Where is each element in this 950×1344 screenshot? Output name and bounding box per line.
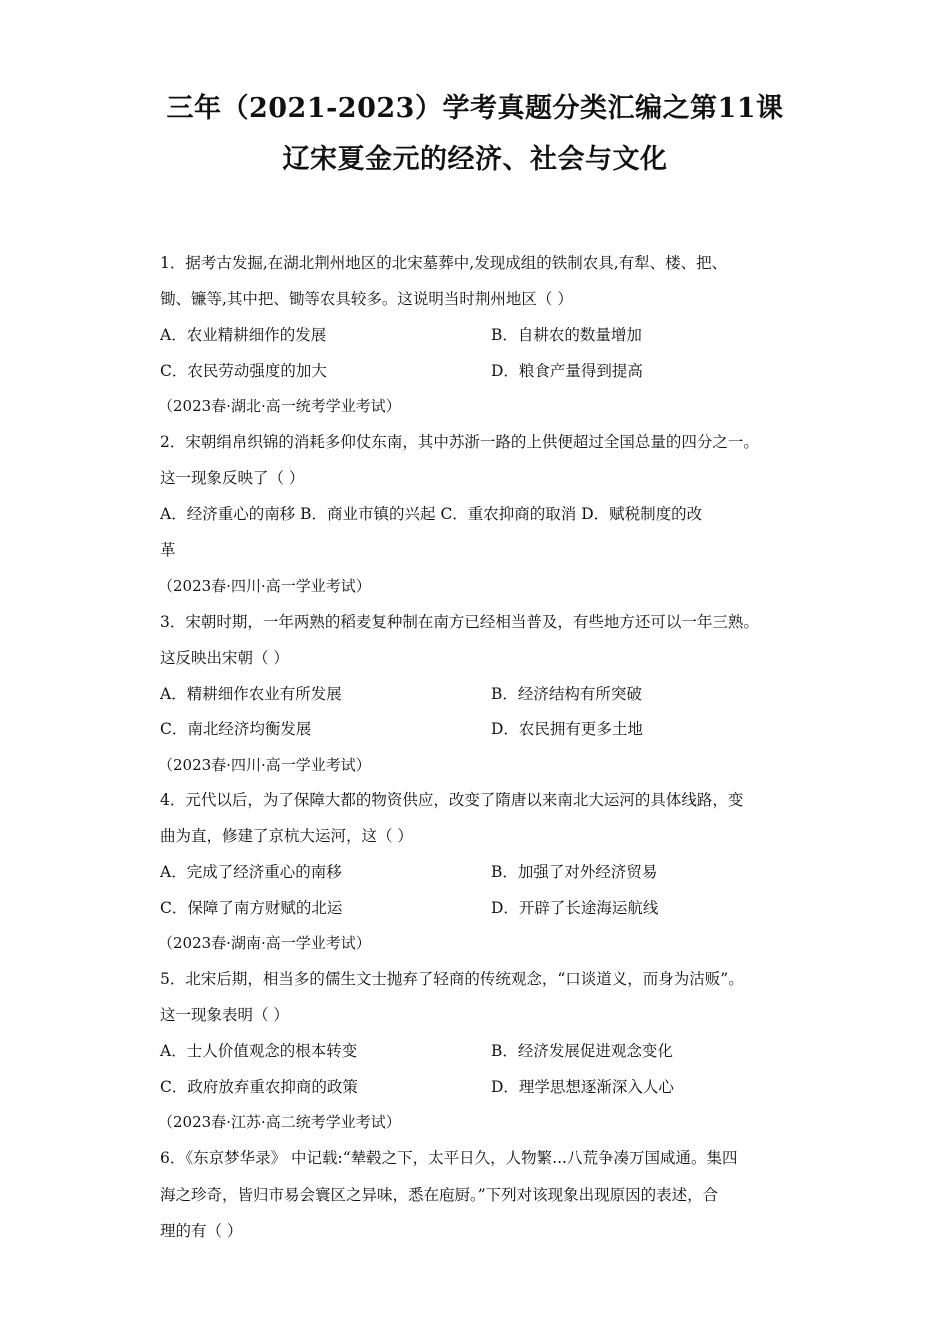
option-b: B．自耕农的数量增加	[491, 326, 642, 344]
option-b: B．加强了对外经济贸易	[491, 863, 658, 881]
question-source: （2023春·湖南·高一学业考试）	[158, 934, 371, 952]
question-stem: 4．元代以后，为了保障大都的物资供应，改变了隋唐以来南北大运河的具体线路，变	[160, 791, 744, 809]
question-stem: 2．宋朝绢帛织锦的消耗多仰仗东南，其中苏浙一路的上供便超过全国总量的四分之一。	[160, 433, 759, 451]
option-b: B．经济结构有所突破	[491, 685, 642, 703]
option-d: D．开辟了长途海运航线	[491, 899, 659, 917]
option-a: A．农业精耕细作的发展	[160, 326, 327, 344]
option-c: C．保障了南方财赋的北运	[160, 899, 343, 917]
option-a: A．精耕细作农业有所发展	[160, 685, 342, 703]
question-source: （2023春·四川·高一学业考试）	[158, 577, 371, 595]
option-d: D．农民拥有更多土地	[491, 720, 643, 738]
option-d: D．理学思想逐渐深入人心	[491, 1078, 674, 1096]
question-stem: 这一现象表明（ ）	[160, 1006, 289, 1024]
option-c: C．政府放弃重农抑商的政策	[160, 1078, 358, 1096]
option-c: C．南北经济均衡发展	[160, 720, 312, 738]
question-stem: 理的有（ ）	[160, 1222, 243, 1240]
document-title-line-2: 辽宋夏金元的经济、社会与文化	[282, 144, 668, 175]
question-source: （2023春·江苏·高二统考学业考试）	[158, 1113, 401, 1131]
question-stem: 锄、镰等,其中把、锄等农具较多。这说明当时荆州地区（ ）	[160, 290, 573, 308]
question-stem: 3．宋朝时期，一年两熟的稻麦复种制在南方已经相当普及，有些地方还可以一年三熟。	[160, 613, 759, 631]
question-stem: 5．北宋后期，相当多的儒生文士抛弃了轻商的传统观念，“口谈道义，而身为沽贩”。	[160, 970, 744, 988]
document-title-line-1: 三年（2021-2023）学考真题分类汇编之第11课	[166, 93, 784, 124]
question-stem: 曲为直，修建了京杭大运河，这（ ）	[160, 827, 413, 845]
question-source: （2023春·湖北·高一统考学业考试）	[158, 397, 401, 415]
option-a: A．完成了经济重心的南移	[160, 863, 342, 881]
question-stem: 海之珍奇，皆归市易会寰区之异味，悉在庖厨。”下列对该现象出现原因的表述，合	[160, 1186, 719, 1204]
question-stem: 这一现象反映了（ ）	[160, 469, 305, 487]
option-c: C．农民劳动强度的加大	[160, 362, 327, 380]
question-stem: 6．《东京梦华录》 中记载:“辇毂之下，太平日久，人物繁...八荒争凑万国咸通。集四	[160, 1149, 738, 1167]
options-wrap: 革	[160, 541, 176, 559]
question-stem: 这反映出宋朝（ ）	[160, 649, 289, 667]
question-stem: 1．据考古发掘,在湖北荆州地区的北宋墓葬中,发现成组的铁制农具,有犁、楼、把、	[160, 254, 728, 272]
question-source: （2023春·四川·高一学业考试）	[158, 756, 371, 774]
options-line: A．经济重心的南移 B．商业市镇的兴起 C．重农抑商的取消 D．赋税制度的改	[160, 505, 703, 523]
option-d: D．粮食产量得到提高	[491, 362, 643, 380]
option-b: B．经济发展促进观念变化	[491, 1042, 673, 1060]
option-a: A．士人价值观念的根本转变	[160, 1042, 358, 1060]
